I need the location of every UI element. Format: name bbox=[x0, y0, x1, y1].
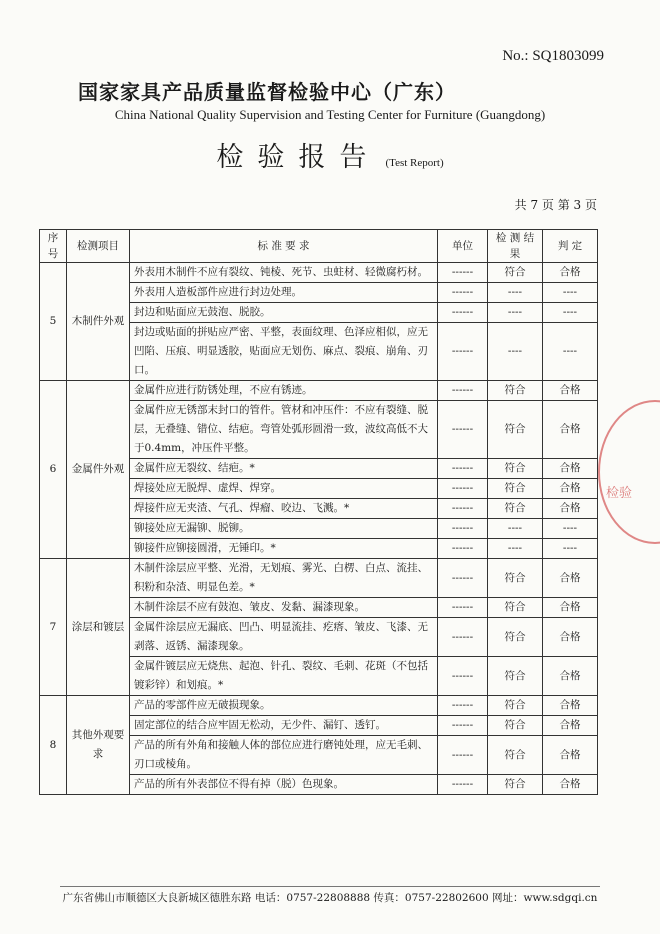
requirement-cell: 木制件涂层应平整、光滑，无划痕、雾光、白楞、白点、流挂、积粉和杂渣、明显色差。* bbox=[130, 559, 438, 598]
institution-name-cn: 国家家具产品质量监督检验中心（广东） bbox=[78, 80, 456, 104]
header-requirement: 标 准 要 求 bbox=[130, 230, 438, 263]
judgment-cell: ---- bbox=[543, 303, 598, 323]
judgment-cell: 合格 bbox=[543, 381, 598, 401]
requirement-cell: 固定部位的结合应牢固无松动，无少件、漏钉、透钉。 bbox=[130, 716, 438, 736]
result-cell: ---- bbox=[488, 283, 543, 303]
header-result: 检 测 结 果 bbox=[488, 230, 543, 263]
result-cell: ---- bbox=[488, 519, 543, 539]
result-cell: 符合 bbox=[488, 559, 543, 598]
requirement-cell: 外表用人造板部件应进行封边处理。 bbox=[130, 283, 438, 303]
footer-address: 广东省佛山市顺德区大良新城区德胜东路 电话：0757-22808888 传真：0757-22802600 网址：www.sdgqi.cn bbox=[62, 892, 598, 904]
judgment-cell: 合格 bbox=[543, 479, 598, 499]
table-header-row bbox=[40, 230, 598, 263]
page-count: 共 7 页 第 3 页 bbox=[514, 198, 597, 212]
table-body bbox=[40, 263, 598, 795]
group-item: 其他外观要求 bbox=[67, 696, 130, 795]
requirement-cell: 焊接件应无夹渣、气孔、焊瘤、咬边、飞溅。* bbox=[130, 499, 438, 519]
judgment-cell: 合格 bbox=[543, 263, 598, 283]
unit-cell: ------ bbox=[438, 263, 488, 283]
requirement-cell: 封边和贴面应无鼓泡、脱胶。 bbox=[130, 303, 438, 323]
unit-cell: ------ bbox=[438, 559, 488, 598]
header-unit: 单位 bbox=[438, 230, 488, 263]
requirement-cell: 金属件涂层应无漏底、凹凸、明显流挂、疙瘩、皱皮、飞漆、无剥落、返锈、漏漆现象。 bbox=[130, 618, 438, 657]
result-cell: 符合 bbox=[488, 381, 543, 401]
requirement-cell: 产品的所有外表部位不得有掉（脱）色现象。 bbox=[130, 775, 438, 795]
judgment-cell: ---- bbox=[543, 283, 598, 303]
inspection-stamp bbox=[598, 400, 660, 544]
result-cell: 符合 bbox=[488, 479, 543, 499]
group-item: 涂层和镀层 bbox=[67, 559, 130, 696]
result-cell: 符合 bbox=[488, 263, 543, 283]
unit-cell: ------ bbox=[438, 519, 488, 539]
judgment-cell: 合格 bbox=[543, 657, 598, 696]
unit-cell: ------ bbox=[438, 539, 488, 559]
table-row bbox=[40, 381, 598, 401]
group-number: 8 bbox=[40, 696, 67, 795]
judgment-cell: 合格 bbox=[543, 775, 598, 795]
unit-cell: ------ bbox=[438, 736, 488, 775]
judgment-cell: 合格 bbox=[543, 401, 598, 459]
report-number: No.: SQ1803099 bbox=[502, 48, 604, 64]
table-row bbox=[40, 559, 598, 598]
group-item: 木制件外观 bbox=[67, 263, 130, 381]
requirement-cell: 木制件涂层不应有鼓泡、皱皮、发黏、漏漆现象。 bbox=[130, 598, 438, 618]
header-no: 序号 bbox=[40, 230, 67, 263]
unit-cell: ------ bbox=[438, 696, 488, 716]
result-cell: 符合 bbox=[488, 696, 543, 716]
requirement-cell: 铆接处应无漏铆、脱铆。 bbox=[130, 519, 438, 539]
result-cell: ---- bbox=[488, 303, 543, 323]
requirement-cell: 封边或贴面的拼贴应严密、平整，表面纹理、色泽应相似，应无凹陷、压痕、明显透胶，贴面应无划伤、麻点、裂痕、崩角、刃口。 bbox=[130, 323, 438, 381]
unit-cell: ------ bbox=[438, 618, 488, 657]
unit-cell: ------ bbox=[438, 657, 488, 696]
report-title-en: (Test Report) bbox=[385, 157, 444, 169]
result-cell: 符合 bbox=[488, 401, 543, 459]
unit-cell: ------ bbox=[438, 598, 488, 618]
judgment-cell: 合格 bbox=[543, 559, 598, 598]
table-row bbox=[40, 696, 598, 716]
unit-cell: ------ bbox=[438, 459, 488, 479]
result-cell: 符合 bbox=[488, 598, 543, 618]
table-row bbox=[40, 263, 598, 283]
unit-cell: ------ bbox=[438, 303, 488, 323]
requirement-cell: 金属件应无锈部末封口的管件。管材和冲压件：不应有裂缝、脱层，无叠缝、错位、结疤。弯管处弧形圆滑一致，波纹高低不大于0.4mm，冲压件平整。 bbox=[130, 401, 438, 459]
header-judgment: 判 定 bbox=[543, 230, 598, 263]
result-cell: 符合 bbox=[488, 736, 543, 775]
group-number: 6 bbox=[40, 381, 67, 559]
stamp-text: 检验 bbox=[606, 486, 633, 501]
result-cell: 符合 bbox=[488, 499, 543, 519]
header-item: 检测项目 bbox=[67, 230, 130, 263]
requirement-cell: 焊接处应无脱焊、虚焊、焊穿。 bbox=[130, 479, 438, 499]
result-cell: 符合 bbox=[488, 716, 543, 736]
unit-cell: ------ bbox=[438, 401, 488, 459]
requirement-cell: 铆接件应铆接圆滑，无锤印。* bbox=[130, 539, 438, 559]
result-cell: 符合 bbox=[488, 775, 543, 795]
institution-name-en: China National Quality Supervision and Testing Center for Furniture (Guangdong) bbox=[114, 107, 546, 122]
unit-cell: ------ bbox=[438, 716, 488, 736]
unit-cell: ------ bbox=[438, 381, 488, 401]
group-number: 5 bbox=[40, 263, 67, 381]
group-item: 金属件外观 bbox=[67, 381, 130, 559]
result-cell: 符合 bbox=[488, 618, 543, 657]
judgment-cell: 合格 bbox=[543, 459, 598, 479]
result-cell: ---- bbox=[488, 323, 543, 381]
judgment-cell: 合格 bbox=[543, 696, 598, 716]
judgment-cell: ---- bbox=[543, 323, 598, 381]
requirement-cell: 金属件镀层应无烧焦、起泡、针孔、裂纹、毛刺、花斑（不包括镀彩锌）和划痕。* bbox=[130, 657, 438, 696]
requirement-cell: 金属件应无裂纹、结疤。* bbox=[130, 459, 438, 479]
judgment-cell: 合格 bbox=[543, 716, 598, 736]
requirement-cell: 金属件应进行防锈处理，不应有锈迹。 bbox=[130, 381, 438, 401]
group-number: 7 bbox=[40, 559, 67, 696]
judgment-cell: 合格 bbox=[543, 618, 598, 657]
unit-cell: ------ bbox=[438, 499, 488, 519]
requirement-cell: 产品的所有外角和接触人体的部位应进行磨钝处理，应无毛刺、刃口或棱角。 bbox=[130, 736, 438, 775]
judgment-cell: 合格 bbox=[543, 736, 598, 775]
unit-cell: ------ bbox=[438, 479, 488, 499]
unit-cell: ------ bbox=[438, 283, 488, 303]
unit-cell: ------ bbox=[438, 323, 488, 381]
result-cell: ---- bbox=[488, 539, 543, 559]
judgment-cell: 合格 bbox=[543, 598, 598, 618]
requirement-cell: 外表用木制件不应有裂纹、钝棱、死节、虫蛀材、轻微腐朽材。 bbox=[130, 263, 438, 283]
inspection-table bbox=[39, 229, 598, 795]
report-title bbox=[0, 135, 660, 174]
result-cell: 符合 bbox=[488, 657, 543, 696]
judgment-cell: 合格 bbox=[543, 499, 598, 519]
result-cell: 符合 bbox=[488, 459, 543, 479]
requirement-cell: 产品的零部件应无破损现象。 bbox=[130, 696, 438, 716]
judgment-cell: ---- bbox=[543, 519, 598, 539]
unit-cell: ------ bbox=[438, 775, 488, 795]
report-title-cn: 检验报告 bbox=[216, 142, 381, 173]
judgment-cell: ---- bbox=[543, 539, 598, 559]
footer-divider bbox=[60, 886, 600, 887]
